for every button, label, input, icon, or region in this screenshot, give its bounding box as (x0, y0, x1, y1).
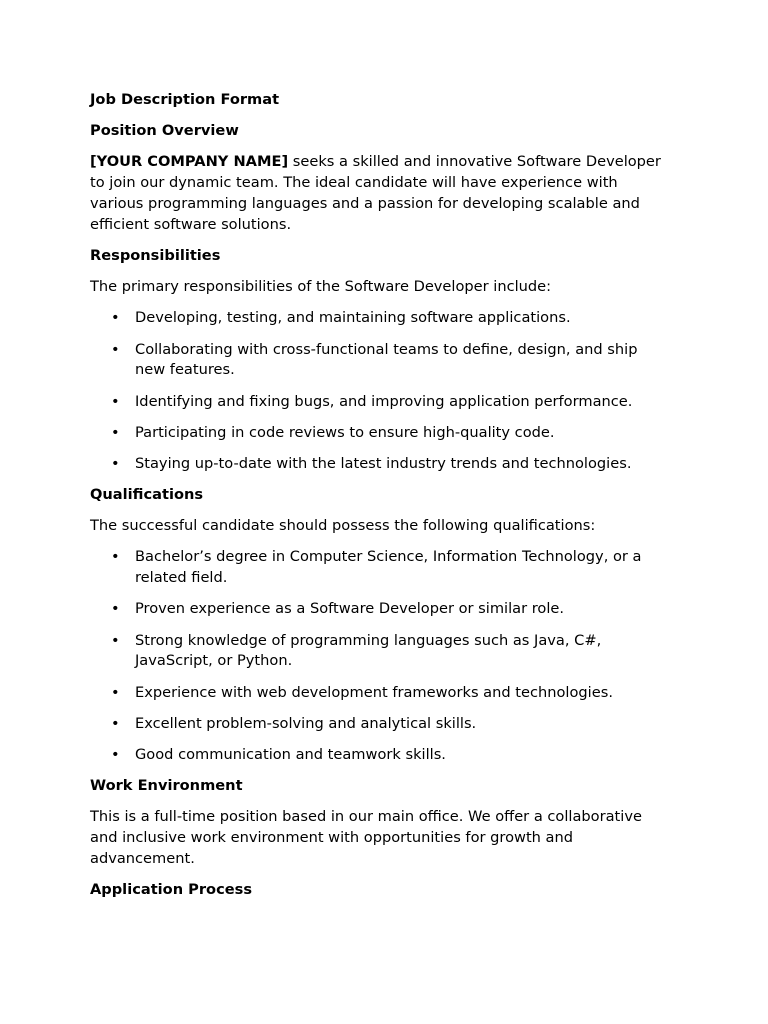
list-item-text: Participating in code reviews to ensure high-quality code. (135, 423, 555, 441)
list-item (90, 714, 670, 735)
position-overview-text: seeks a skilled and innovative Software Developer to join our dynamic team. The ideal candidate will have experience with various programming languages and a passion for developing scalable and efficient software solutions. (90, 153, 661, 233)
list-item (90, 454, 670, 475)
qualifications-list (90, 547, 670, 765)
list-item (90, 423, 670, 444)
position-overview-heading: Position Overview (90, 122, 239, 140)
list-item-text: Excellent problem-solving and analytical skills. (135, 714, 477, 732)
bullet-icon: • (111, 714, 120, 732)
work-environment-paragraph: This is a full-time position based in our main office. We offer a collaborative and inclusive work environment with opportunities for growth and advancement. (90, 808, 642, 867)
bullet-icon: • (111, 631, 120, 649)
bullet-icon: • (111, 548, 120, 566)
list-item (90, 308, 670, 329)
responsibilities-list (90, 308, 670, 474)
list-item-text: Staying up-to-date with the latest industry trends and technologies. (135, 454, 632, 472)
list-item (90, 547, 670, 589)
bullet-icon: • (111, 745, 120, 763)
list-item (90, 631, 670, 673)
list-item-text: Developing, testing, and maintaining software applications. (135, 309, 571, 327)
document-page (90, 90, 670, 911)
qualifications-heading: Qualifications (90, 486, 204, 504)
list-item-text: Bachelor’s degree in Computer Science, Information Technology, or a related field. (135, 548, 642, 587)
qualifications-intro: The successful candidate should possess the following qualifications: (90, 517, 596, 535)
list-item (90, 392, 670, 413)
list-item-text: Identifying and fixing bugs, and improving application performance. (135, 392, 633, 410)
application-process-heading: Application Process (90, 881, 253, 899)
bullet-icon: • (111, 683, 120, 701)
responsibilities-intro: The primary responsibilities of the Software Developer include: (90, 278, 552, 296)
bullet-icon: • (111, 600, 120, 618)
bullet-icon: • (111, 454, 120, 472)
list-item (90, 599, 670, 620)
bullet-icon: • (111, 392, 120, 410)
list-item-text: Strong knowledge of programming languages such as Java, C#, JavaScript, or Python. (135, 631, 602, 670)
position-overview-paragraph (90, 152, 670, 235)
list-item (90, 340, 670, 382)
responsibilities-heading: Responsibilities (90, 246, 221, 264)
work-environment-heading: Work Environment (90, 777, 243, 795)
bullet-icon: • (111, 340, 120, 358)
list-item-text: Experience with web development frameworks and technologies. (135, 683, 613, 701)
list-item (90, 745, 670, 766)
list-item (90, 683, 670, 704)
list-item-text: Good communication and teamwork skills. (135, 745, 446, 763)
document-title: Job Description Format (90, 91, 280, 108)
bullet-icon: • (111, 309, 120, 327)
list-item-text: Collaborating with cross-functional teams to define, design, and ship new features. (135, 340, 638, 379)
bullet-icon: • (111, 423, 120, 441)
list-item-text: Proven experience as a Software Developer or similar role. (135, 600, 565, 618)
company-name-placeholder: [YOUR COMPANY NAME] (90, 153, 289, 171)
